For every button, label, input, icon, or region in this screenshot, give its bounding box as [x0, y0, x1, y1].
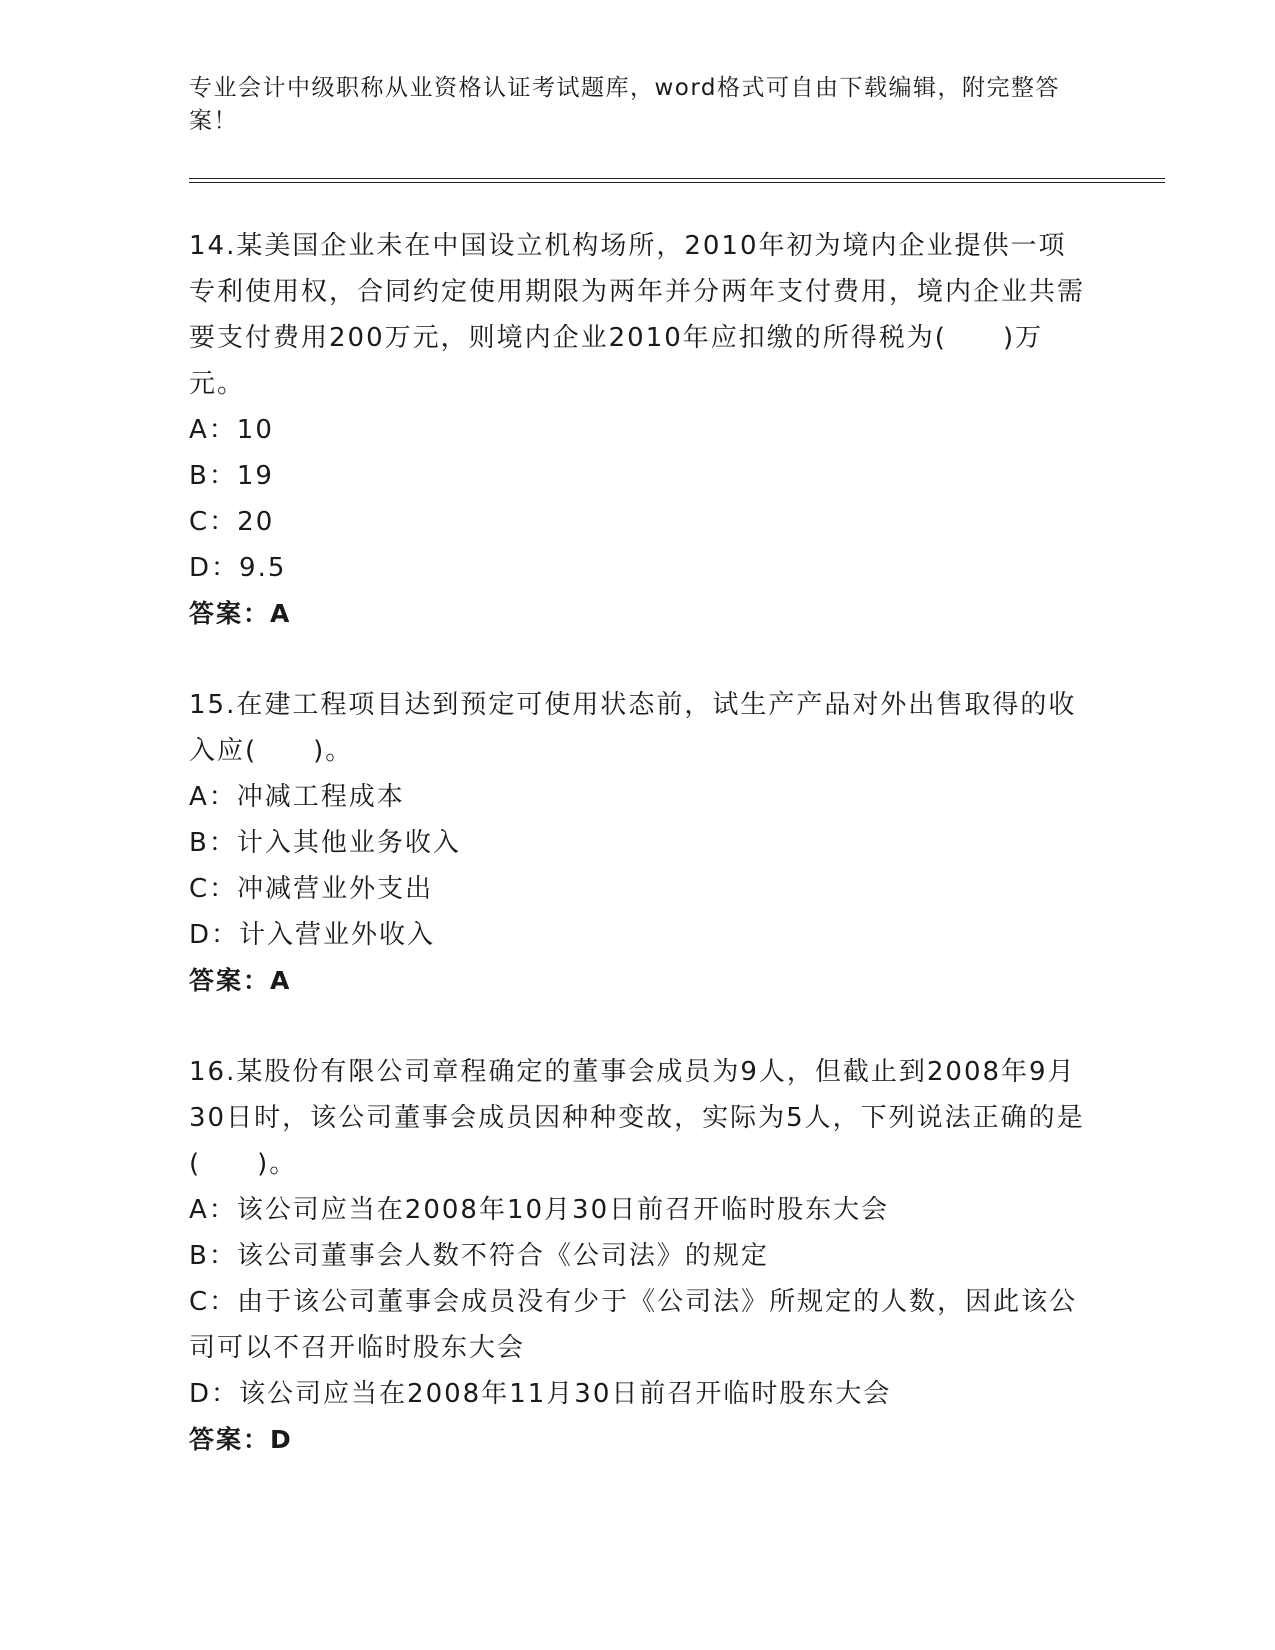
header-text: 专业会计中级职称从业资格认证考试题库，word格式可自由下载编辑，附完整答案！: [189, 75, 1061, 134]
option-d: D：该公司应当在2008年11月30日前召开临时股东大会: [189, 1379, 892, 1409]
document-header: [189, 72, 1069, 138]
option-a: A：该公司应当在2008年10月30日前召开临时股东大会: [189, 1195, 890, 1225]
option-c: C：冲减营业外支出: [189, 874, 434, 904]
header-double-rule: [189, 178, 1165, 183]
answer-label: 答案：D: [189, 1425, 293, 1454]
option-c: C：由于该公司董事会成员没有少于《公司法》所规定的人数，因此该公司可以不召开临时股东大会: [189, 1287, 1078, 1363]
option-d: D：9.5: [189, 553, 287, 583]
question-stem: 15.在建工程项目达到预定可使用状态前，试生产产品对外出售取得的收入应( )。: [189, 690, 1077, 766]
answer-label: 答案：A: [189, 599, 292, 628]
question-stem: 14.某美国企业未在中国设立机构场所，2010年初为境内企业提供一项专利使用权，合同约定使用期限为两年并分两年支付费用，境内企业共需要支付费用200万元，则境内企业2010年应扣缴的所得税为( )万元。: [189, 231, 1086, 399]
option-c: C：20: [189, 507, 275, 537]
option-b: B：该公司董事会人数不符合《公司法》的规定: [189, 1241, 769, 1271]
option-d: D：计入营业外收入: [189, 920, 436, 950]
question-15: [189, 682, 1089, 1004]
question-stem: 16.某股份有限公司章程确定的董事会成员为9人，但截止到2008年9月30日时，该公司董事会成员因种种变故，实际为5人，下列说法正确的是( )。: [189, 1057, 1085, 1179]
option-a: A：冲减工程成本: [189, 782, 405, 812]
question-16: [189, 1049, 1089, 1463]
option-b: B：19: [189, 461, 274, 491]
question-14: [189, 223, 1089, 637]
option-b: B：计入其他业务收入: [189, 828, 461, 858]
answer-label: 答案：A: [189, 966, 292, 995]
option-a: A：10: [189, 415, 274, 445]
